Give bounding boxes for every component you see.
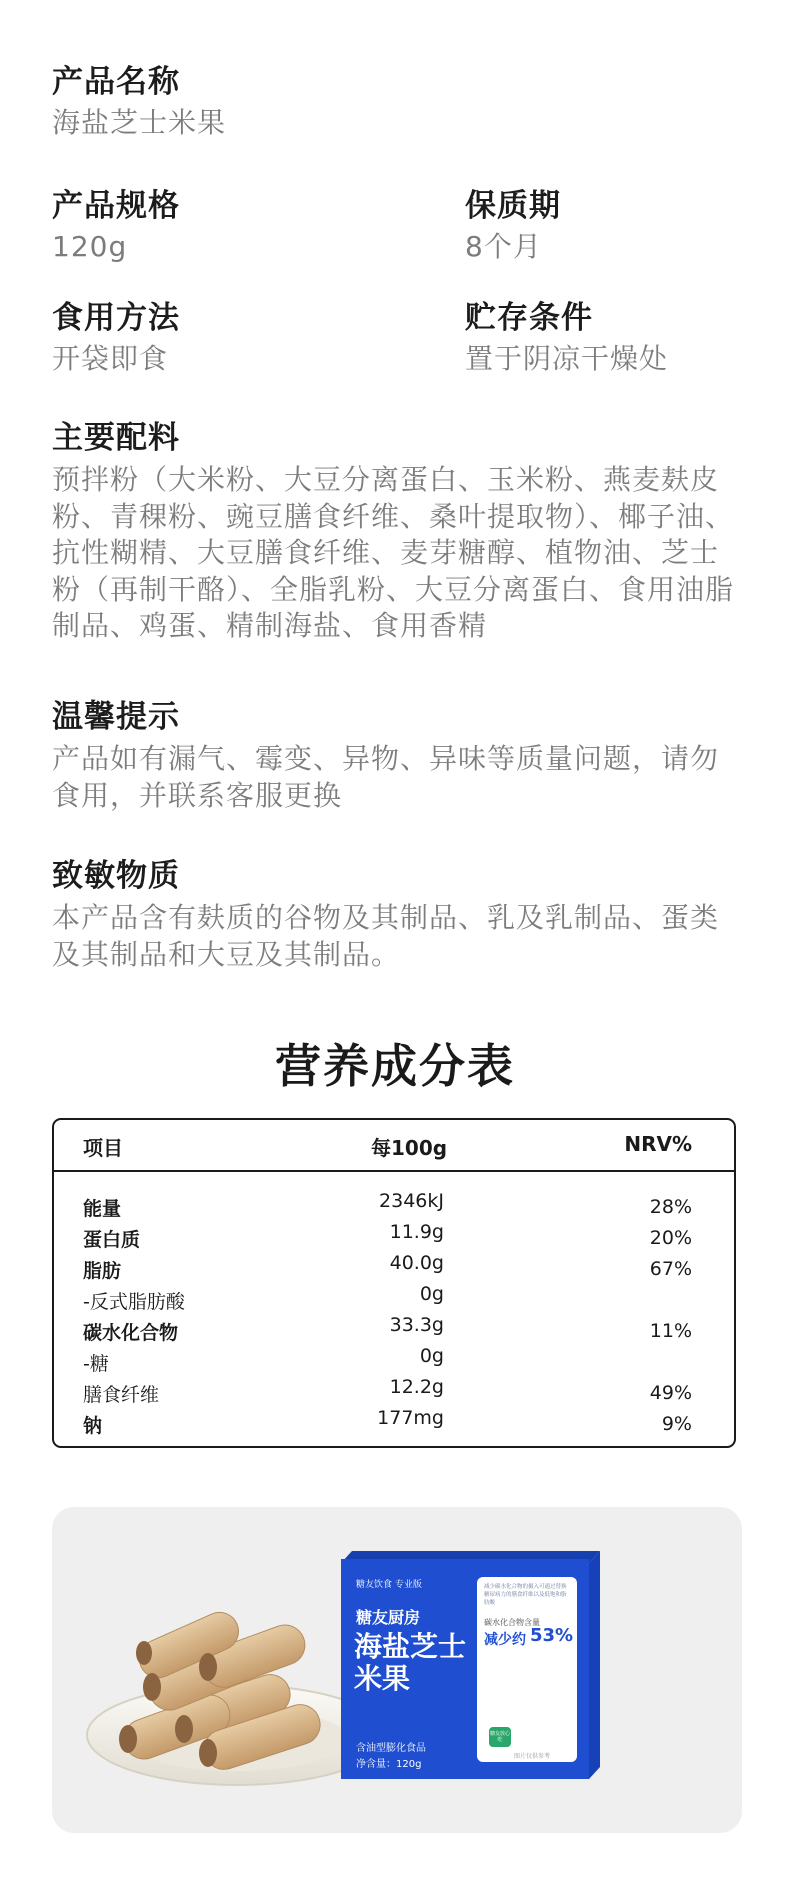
product-name-label: 产品名称 [52,64,180,100]
row-value: 40.0g [389,1252,444,1274]
header-nrv: NRV% [624,1132,692,1156]
table-row [54,1190,734,1221]
spec-label: 产品规格 [52,188,180,224]
header-item: 项目 [83,1136,123,1160]
row-nrv: 9% [661,1413,692,1435]
spec-block [52,186,180,266]
allergens-label: 致敏物质 [52,858,180,894]
table-row [54,1376,734,1407]
row-nrv: 67% [649,1258,692,1280]
table-row [54,1345,734,1376]
row-nrv: 20% [649,1227,692,1249]
row-item: 钠 [83,1415,103,1437]
shelf-life-value: 8个月 [465,230,542,263]
row-value: 0g [419,1283,444,1305]
header-per100g: 每100g [371,1136,448,1160]
row-value: 0g [419,1345,444,1367]
nutrition-header [54,1120,734,1172]
table-row [54,1221,734,1252]
package-name-line2: 米果 [354,1662,411,1695]
storage-block [465,298,668,378]
nutrition-table [52,1118,736,1448]
row-item: 能量 [83,1198,122,1220]
allergens-block [52,856,742,973]
product-name-value: 海盐芝士米果 [52,106,227,139]
row-value: 12.2g [389,1376,444,1398]
row-item: 脂肪 [83,1260,122,1282]
row-value: 177mg [377,1407,444,1429]
package-reduce-value: 53% [530,1625,574,1646]
table-row [54,1252,734,1283]
row-nrv: 28% [649,1196,692,1218]
table-row [54,1407,734,1438]
tips-label: 温馨提示 [52,699,180,735]
row-nrv: 49% [649,1382,692,1404]
table-row [54,1283,734,1314]
package-brand: 糖友厨房 [356,1608,421,1627]
allergens-text: 本产品含有麸质的谷物及其制品、乳及乳制品、蛋类及其制品和大豆及其制品。 [52,901,720,971]
package-footnote: 图片仅供参考 [514,1753,551,1760]
row-value: 11.9g [389,1221,444,1243]
ingredients-label: 主要配料 [52,420,180,456]
spec-value: 120g [52,230,128,263]
row-value: 2346kJ [379,1190,444,1212]
package-type: 含油型膨化食品 [356,1743,426,1754]
row-item: 膳食纤维 [83,1384,160,1406]
ingredients-text: 预拌粉（大米粉、大豆分离蛋白、玉米粉、燕麦麸皮粉、青稞粉、豌豆膳食纤维、桑叶提取物）、椰子油、抗性糊精、大豆膳食纤维、麦芽糖醇、植物油、芝士粉（再制干酪）、全脂乳粉、大豆分离蛋白、食用油脂制品、鸡蛋、精制海盐、食用香精 [52,463,735,642]
nutrition-title: 营养成分表 [275,1039,515,1093]
tips-text: 产品如有漏气、霉变、异物、异味等质量问题，请勿食用，并联系客服更换 [52,742,720,812]
product-photo [52,1507,742,1833]
table-row [54,1314,734,1345]
product-name-block [52,62,226,142]
package-small-top: 糖友饮食 专业版 [356,1580,422,1590]
package-reduce-text: 减少约 [484,1632,526,1648]
row-value: 33.3g [389,1314,444,1336]
row-item: 碳水化合物 [83,1322,179,1344]
row-item: 蛋白质 [83,1229,141,1251]
shelf-life-label: 保质期 [465,188,561,224]
row-item: -糖 [83,1353,109,1375]
row-nrv: 11% [649,1320,692,1342]
package-carb-label: 碳水化合物含量 [484,1618,540,1627]
ingredients-block [52,418,742,645]
usage-value: 开袋即食 [52,342,169,375]
storage-value: 置于阴凉干燥处 [465,342,669,375]
package-net: 净含量：120g [356,1759,422,1770]
shelf-life-block [465,186,561,266]
storage-label: 贮存条件 [465,300,593,336]
tips-block [52,697,742,814]
package-badge-text: 糖友放心吃 [489,1731,510,1743]
usage-label: 食用方法 [52,300,180,336]
usage-block [52,298,180,378]
row-item: -反式脂肪酸 [83,1291,185,1313]
package-name-line1: 海盐芝士 [354,1630,467,1663]
package-card-text: 减少碳水化合物的摄入可通过替换糖尿病力的膳食纤维以及低饱和脂肪酸 [484,1584,567,1606]
